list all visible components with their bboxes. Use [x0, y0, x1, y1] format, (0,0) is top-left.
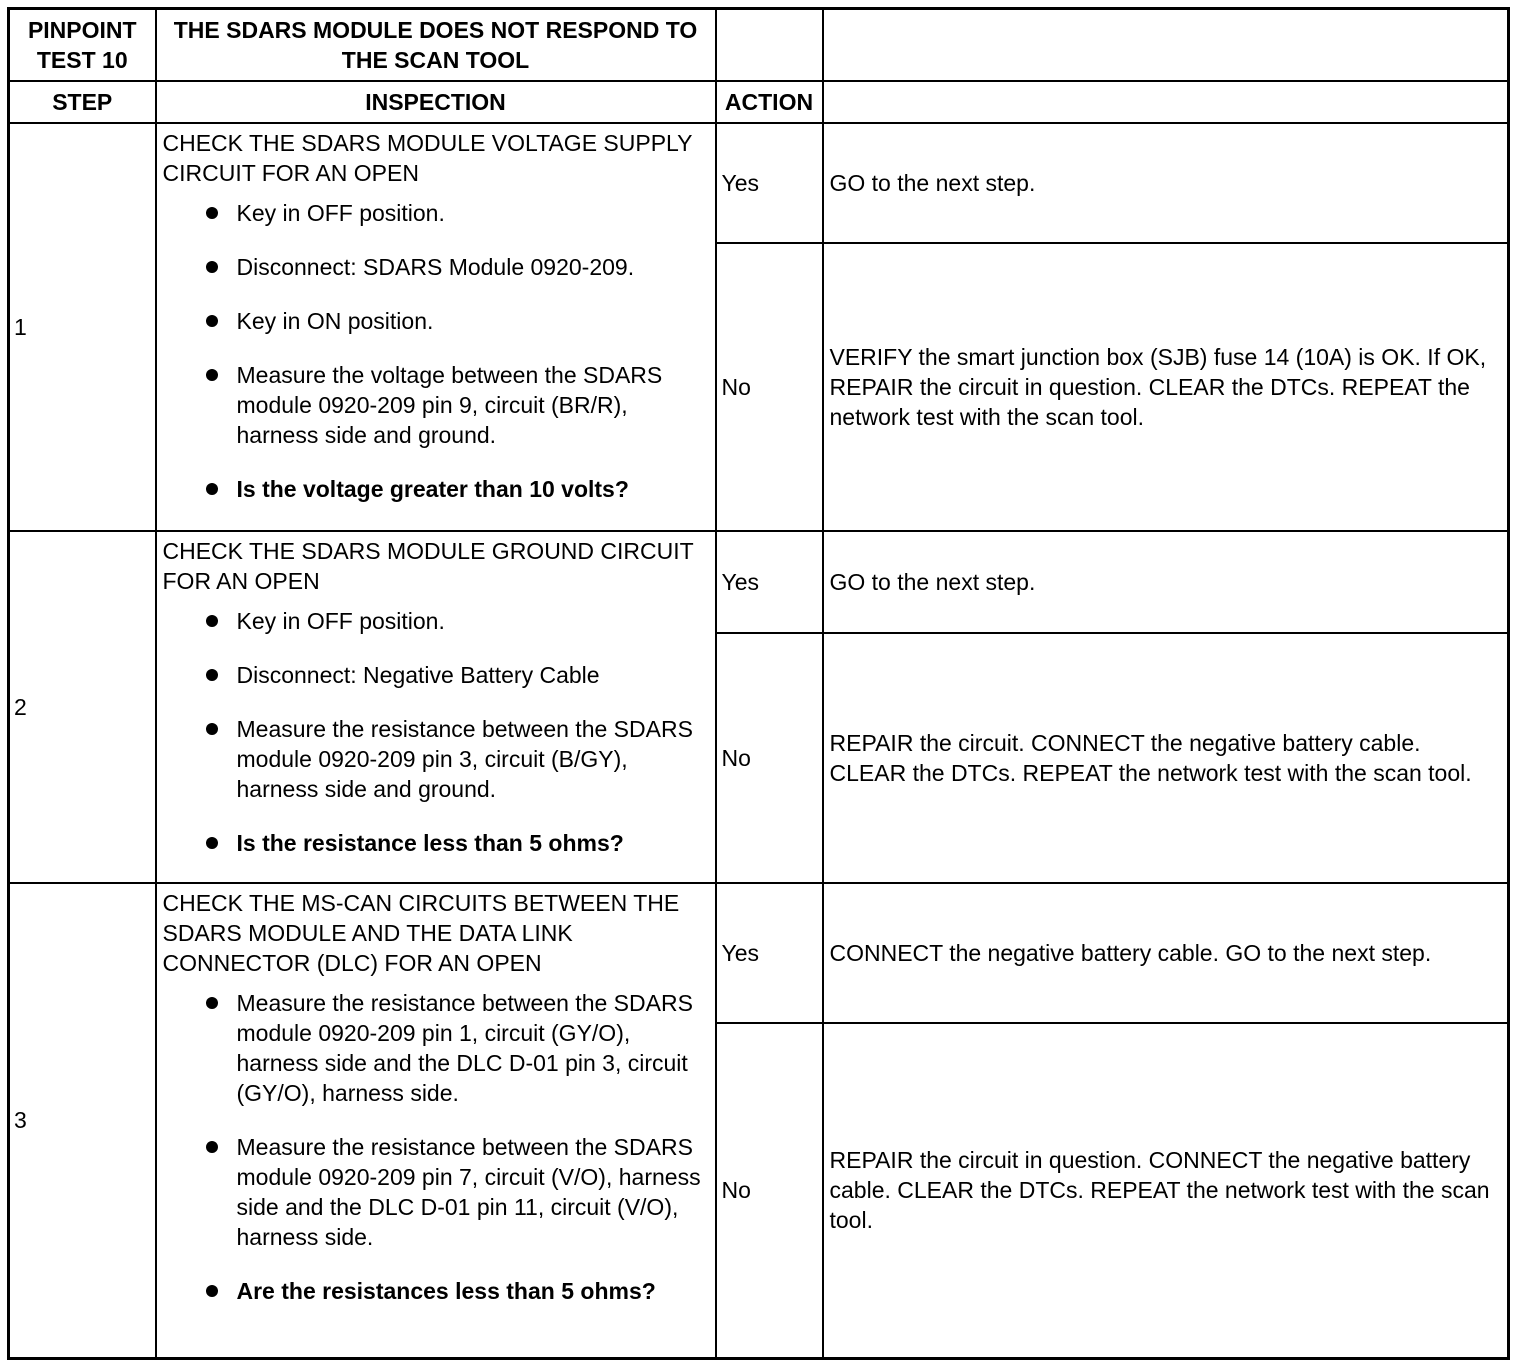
- bullet-dot-icon: [206, 483, 218, 495]
- title-row: [9, 9, 1509, 81]
- bullet-text: Disconnect: SDARS Module 0920-209.: [236, 253, 635, 280]
- inspection-cell: [156, 883, 716, 1359]
- bullet-dot-icon: [206, 315, 218, 327]
- inspection-title: CHECK THE MS-CAN CIRCUITS BETWEEN THE SDARS MODULE AND THE DATA LINK CONNECTOR (DLC) FOR AN OPEN: [162, 889, 680, 976]
- action-yes-label: Yes: [716, 531, 823, 633]
- steps-body: [9, 123, 1509, 1359]
- inspection-question: [163, 828, 705, 858]
- inspection-cell: [156, 123, 716, 531]
- step-column-header: STEP: [9, 81, 156, 123]
- column-header-empty-cell: [823, 81, 1509, 123]
- bullet-dot-icon: [206, 837, 218, 849]
- bullet-text: Measure the resistance between the SDARS module 0920-209 pin 7, circuit (V/O), harness side and the DLC D-01 pin 11, circuit (V/O), harness side.: [236, 1133, 701, 1250]
- action-column-header: ACTION: [716, 81, 823, 123]
- inspection-bullet: [163, 1132, 705, 1252]
- bullet-text: Key in OFF position.: [236, 199, 445, 226]
- step-row-yes: [9, 123, 1509, 243]
- bullet-text: Measure the voltage between the SDARS module 0920-209 pin 9, circuit (BR/R), harness side and ground.: [236, 361, 663, 448]
- step-row-yes: [9, 531, 1509, 633]
- title-row-empty-cell: [716, 9, 823, 81]
- action-yes-result: GO to the next step.: [823, 123, 1509, 243]
- action-yes-label: Yes: [716, 123, 823, 243]
- action-no-result: REPAIR the circuit in question. CONNECT the negative battery cable. CLEAR the DTCs. REPEAT the network test with the scan tool.: [823, 1023, 1509, 1359]
- inspection-question: [163, 1276, 705, 1306]
- step-number: 3: [9, 883, 156, 1359]
- action-yes-result: CONNECT the negative battery cable. GO to the next step.: [823, 883, 1509, 1023]
- bullet-dot-icon: [206, 207, 218, 219]
- bullet-dot-icon: [206, 261, 218, 273]
- bullet-text: Key in OFF position.: [236, 607, 445, 634]
- title-row-empty-cell: [823, 9, 1509, 81]
- inspection-bullet: [163, 660, 705, 690]
- bullet-text: Is the voltage greater than 10 volts?: [236, 475, 629, 502]
- inspection-bullet: [163, 606, 705, 636]
- bullet-dot-icon: [206, 997, 218, 1009]
- step-number: 2: [9, 531, 156, 883]
- bullet-text: Key in ON position.: [236, 307, 434, 334]
- action-no-result: REPAIR the circuit. CONNECT the negative battery cable. CLEAR the DTCs. REPEAT the network test with the scan tool.: [823, 633, 1509, 883]
- inspection-question: [163, 474, 705, 504]
- bullet-text: Measure the resistance between the SDARS module 0920-209 pin 1, circuit (GY/O), harness side and the DLC D-01 pin 3, circuit (GY/O), harness side.: [236, 989, 693, 1106]
- test-title: THE SDARS MODULE DOES NOT RESPOND TO THE SCAN TOOL: [156, 9, 716, 81]
- action-yes-result: GO to the next step.: [823, 531, 1509, 633]
- column-header-row: [9, 81, 1509, 123]
- inspection-bullet: [163, 714, 705, 804]
- step-number: 1: [9, 123, 156, 531]
- action-no-label: No: [716, 633, 823, 883]
- pinpoint-label: PINPOINT TEST 10: [9, 9, 156, 81]
- inspection-bullet-list: [163, 198, 705, 504]
- bullet-text: Measure the resistance between the SDARS module 0920-209 pin 3, circuit (B/GY), harness side and ground.: [236, 715, 693, 802]
- inspection-title: CHECK THE SDARS MODULE VOLTAGE SUPPLY CIRCUIT FOR AN OPEN: [162, 129, 693, 186]
- action-yes-label: Yes: [716, 883, 823, 1023]
- bullet-dot-icon: [206, 615, 218, 627]
- bullet-dot-icon: [206, 669, 218, 681]
- inspection-bullet: [163, 252, 705, 282]
- bullet-dot-icon: [206, 369, 218, 381]
- inspection-bullet: [163, 360, 705, 450]
- inspection-cell: [156, 531, 716, 883]
- bullet-dot-icon: [206, 723, 218, 735]
- bullet-dot-icon: [206, 1141, 218, 1153]
- pinpoint-test-table: [7, 7, 1510, 1360]
- bullet-text: Is the resistance less than 5 ohms?: [236, 829, 624, 856]
- inspection-bullet: [163, 988, 705, 1108]
- inspection-bullet-list: [163, 606, 705, 858]
- inspection-column-header: INSPECTION: [156, 81, 716, 123]
- action-no-label: No: [716, 243, 823, 531]
- action-no-result: VERIFY the smart junction box (SJB) fuse 14 (10A) is OK. If OK, REPAIR the circuit in question. CLEAR the DTCs. REPEAT the network test with the scan tool.: [823, 243, 1509, 531]
- inspection-bullet-list: [163, 988, 705, 1306]
- bullet-dot-icon: [206, 1285, 218, 1297]
- bullet-text: Are the resistances less than 5 ohms?: [236, 1277, 656, 1304]
- inspection-bullet: [163, 306, 705, 336]
- action-no-label: No: [716, 1023, 823, 1359]
- step-row-yes: [9, 883, 1509, 1023]
- inspection-bullet: [163, 198, 705, 228]
- bullet-text: Disconnect: Negative Battery Cable: [236, 661, 600, 688]
- inspection-title: CHECK THE SDARS MODULE GROUND CIRCUIT FOR AN OPEN: [162, 537, 694, 594]
